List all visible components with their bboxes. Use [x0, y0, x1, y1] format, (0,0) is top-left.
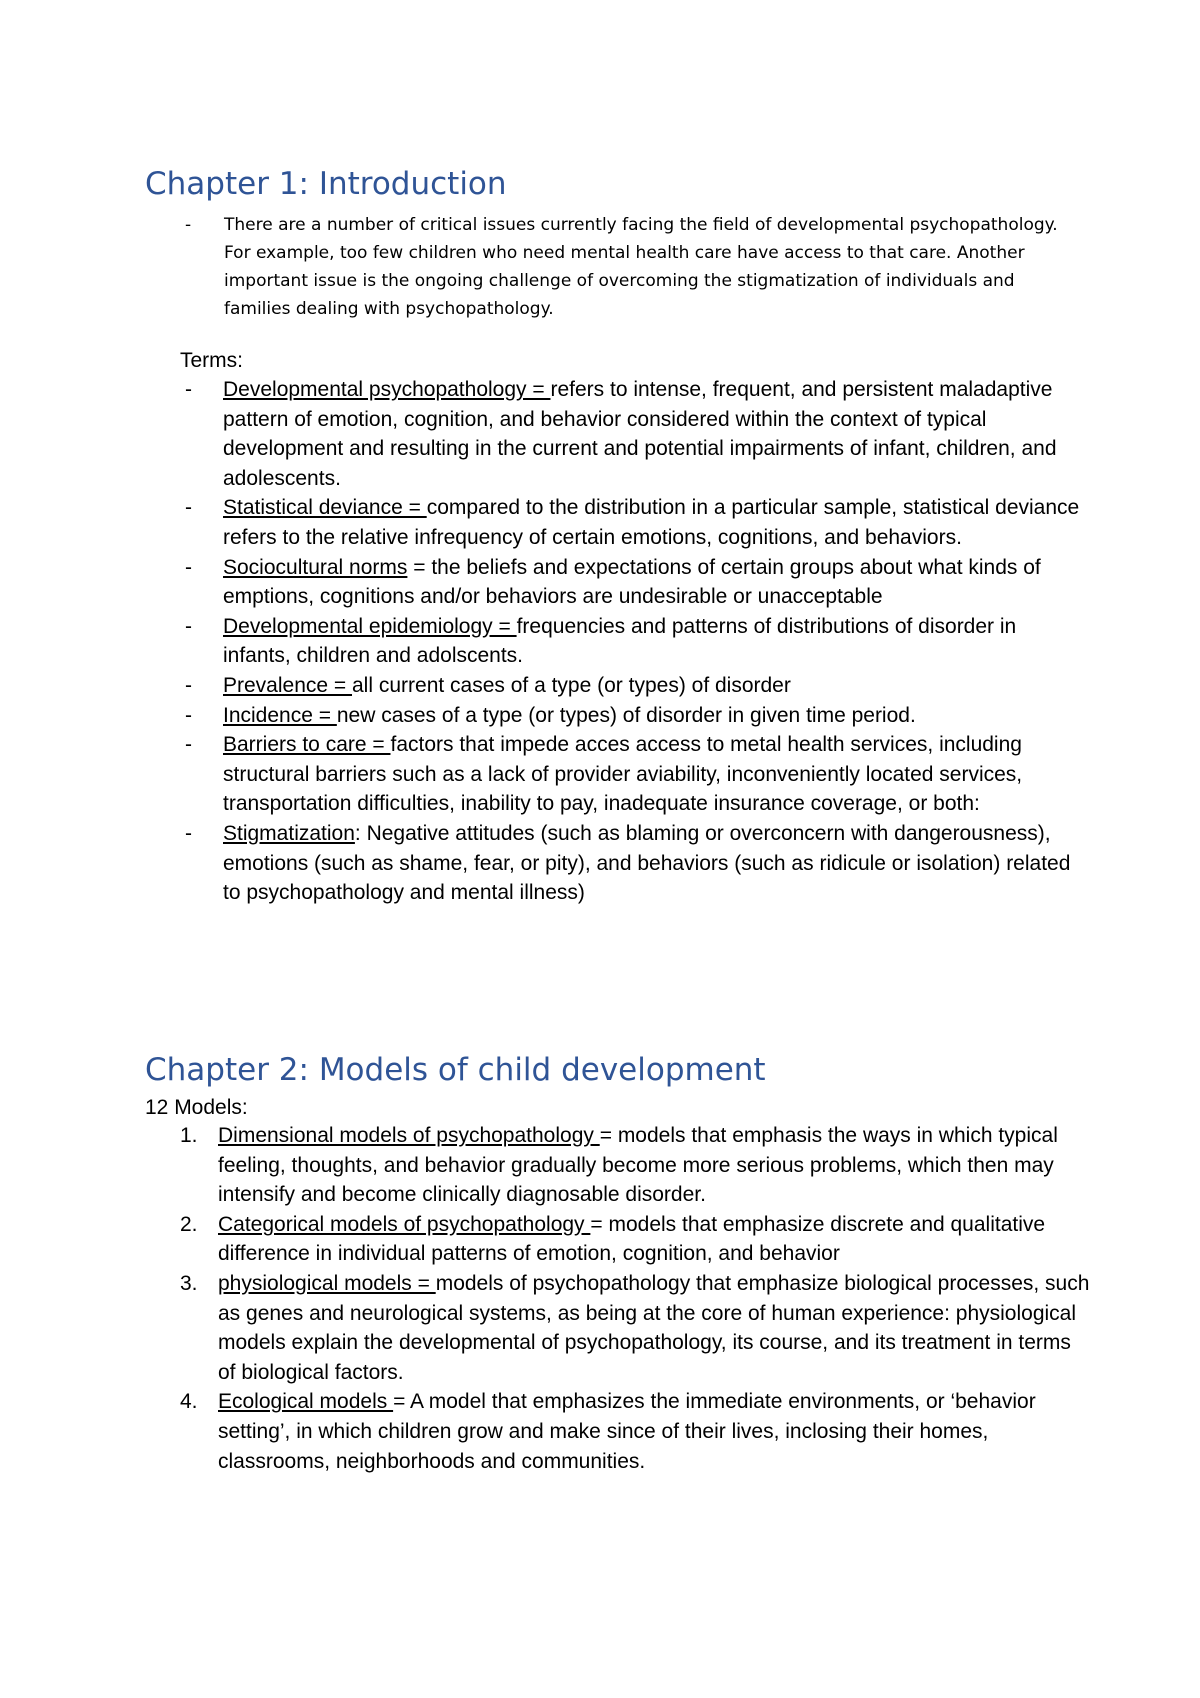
term-item	[185, 612, 1085, 671]
model-item	[180, 1269, 1090, 1387]
term-definition: = the beliefs and expectations of certain groups about what kinds of emptions, cognitions and/or behaviors are undesirable or unacceptable	[223, 555, 1041, 609]
term-name: Sociocultural norms	[223, 555, 408, 579]
model-name: Dimensional models of psychopathology	[218, 1124, 600, 1147]
model-definition: = A model that emphasizes the immediate environments, or ‘behavior setting’, in which children grow and make since of their lives, inclosing their homes, classrooms, neighborhoods and communities.	[218, 1390, 1036, 1473]
term-definition: all current cases of a type (or types) of disorder	[352, 673, 791, 697]
model-item	[180, 1210, 1090, 1269]
term-item	[185, 701, 1085, 731]
intro-bullet: -	[185, 215, 192, 235]
term-bullet: -	[185, 703, 192, 727]
term-name: Incidence =	[223, 703, 337, 727]
term-name: Developmental epidemiology =	[223, 614, 517, 638]
term-definition: factors that impede acces access to metal health services, including structural barriers such as a lack of provider aviability, inconveniently located services, transportation difficulties, inability to pay, inadequate insurance coverage, or both:	[223, 733, 1023, 816]
term-item	[185, 819, 1085, 908]
term-item	[185, 553, 1085, 612]
terms-list	[185, 375, 1085, 908]
model-item	[180, 1387, 1090, 1476]
chapter-2-heading: Chapter 2: Models of child development	[145, 1052, 766, 1088]
term-bullet: -	[185, 555, 192, 579]
model-definition: = models that emphasize discrete and qualitative difference in individual patterns of emotion, cognition, and behavior	[218, 1212, 1046, 1266]
term-name: Developmental psychopathology =	[223, 378, 551, 401]
term-definition: compared to the distribution in a particular sample, statistical deviance refers to the relative infrequency of certain emotions, cognitions, and behaviors.	[223, 496, 1080, 549]
terms-label: Terms:	[180, 349, 243, 372]
model-item	[180, 1121, 1090, 1210]
term-name: Statistical deviance =	[223, 496, 427, 520]
term-name: Barriers to care =	[223, 733, 391, 757]
term-item	[185, 671, 1085, 701]
model-number: 1.	[180, 1124, 198, 1147]
term-item	[185, 493, 1085, 552]
model-definition: models of psychopathology that emphasize biological processes, such as genes and neurological systems, as being at the core of human experience: physiological models explain the developmental of psychopathology, its course, and its treatment in terms of biological factors.	[218, 1271, 1090, 1384]
term-definition: : Negative attitudes (such as blaming or overconcern with dangerousness), emotions (such as shame, fear, or pity), and behaviors (such as ridicule or isolation) related to psychopathology and mental illness)	[223, 821, 1071, 905]
models-list	[180, 1121, 1090, 1476]
model-number: 4.	[180, 1390, 198, 1414]
term-name: Stigmatization	[223, 821, 355, 845]
term-item	[185, 375, 1085, 493]
model-name: physiological models =	[218, 1271, 436, 1295]
term-bullet: -	[185, 496, 192, 520]
term-item	[185, 730, 1085, 819]
model-name: Ecological models	[218, 1390, 394, 1414]
term-bullet: -	[185, 378, 192, 401]
intro-text: There are a number of critical issues currently facing the field of developmental psychopathology. For example, too few children who need mental health care have access to that care. Another important issue is the ongoing challenge of overcoming the stigmatization of individuals and families dealing with psychopathology.	[224, 215, 1058, 319]
intro-list	[185, 211, 1075, 323]
model-name: Categorical models of psychopathology	[218, 1212, 591, 1236]
term-bullet: -	[185, 733, 192, 757]
term-bullet: -	[185, 614, 192, 638]
term-definition: new cases of a type (or types) of disorder in given time period.	[336, 703, 916, 727]
intro-list-item	[185, 211, 1075, 323]
model-number: 3.	[180, 1271, 198, 1295]
term-bullet: -	[185, 821, 192, 845]
model-number: 2.	[180, 1212, 198, 1236]
term-definition: refers to intense, frequent, and persistent maladaptive pattern of emotion, cognition, and behavior considered within the context of typical development and resulting in the current and potential impairments of infant, children, and adolescents.	[223, 378, 1057, 490]
term-definition: frequencies and patterns of distributions of disorder in infants, children and adolscents.	[223, 614, 1017, 668]
term-name: Prevalence =	[223, 673, 352, 697]
chapter-1-heading: Chapter 1: Introduction	[145, 166, 507, 202]
term-bullet: -	[185, 673, 192, 697]
models-label: 12 Models:	[145, 1096, 248, 1119]
model-definition: = models that emphasis the ways in which typical feeling, thoughts, and behavior gradually become more serious problems, which then may intensify and become clinically diagnosable disorder.	[218, 1124, 1058, 1207]
